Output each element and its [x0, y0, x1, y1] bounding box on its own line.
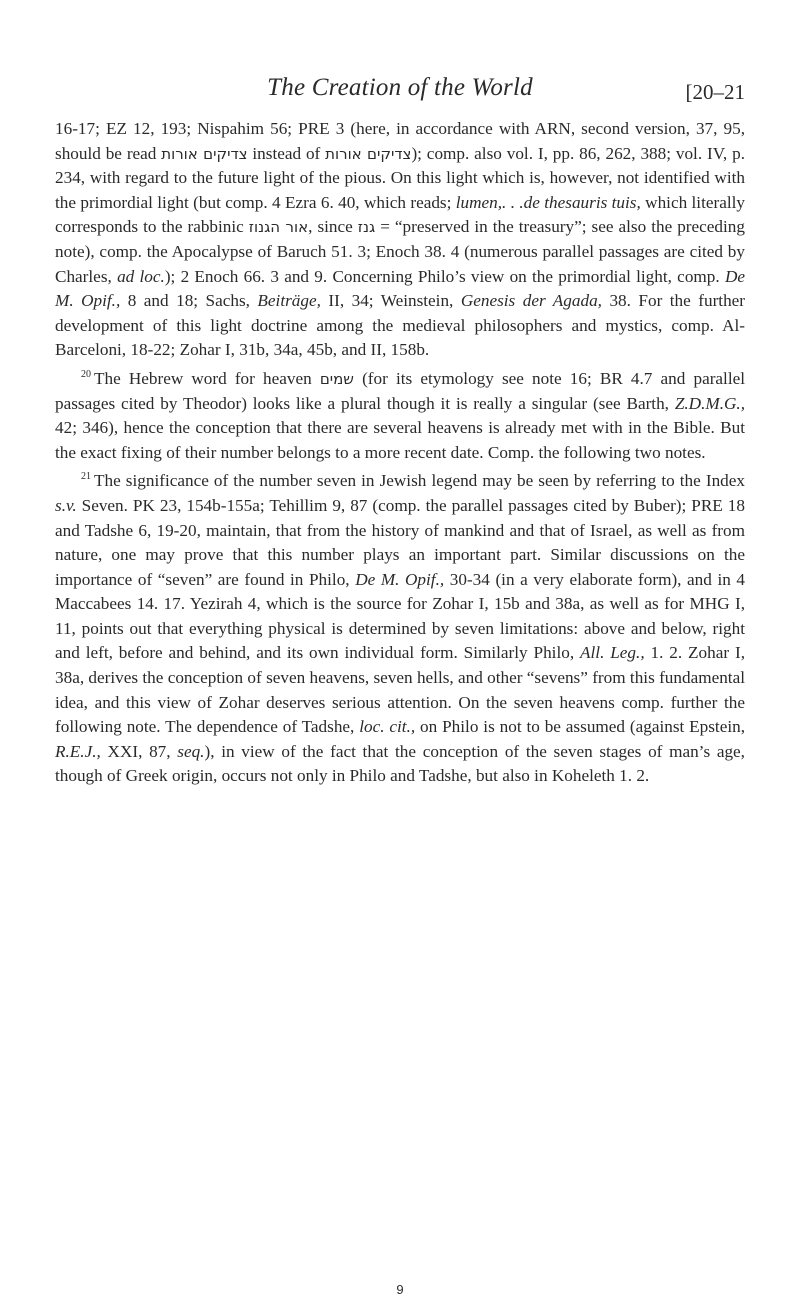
page-number: 9	[396, 1282, 404, 1297]
hebrew-term: שמים	[319, 369, 354, 388]
text-run: The Hebrew word for heaven	[94, 368, 320, 388]
italic-citation: seq.	[177, 741, 205, 761]
text-run: ); 2 Enoch 66. 3 and 9. Concerning Philo’s view on the primordial light, comp.	[164, 266, 725, 286]
text-run: 42; 346), hence the conception that there are several heavens is already met with in the Bible. But the exact fixing of their number belongs to a more recent date. Comp. the following two notes.	[55, 418, 745, 462]
hebrew-term: צדיקים אורות	[161, 144, 248, 163]
text-run: on Philo is not to be assumed (against Epstein,	[415, 717, 746, 737]
italic-citation: ad loc.	[117, 266, 165, 286]
italic-citation: All. Leg.,	[580, 643, 645, 663]
text-run: ), in view of the fact that the conception of the seven stages of man’s age, though of Greek origin, occurs not only in Philo and Tadshe, but also in Koheleth 1. 2.	[55, 741, 745, 786]
hebrew-term: גנז	[357, 218, 376, 237]
note-19-continuation	[55, 117, 745, 363]
notes-body	[55, 117, 745, 789]
text-run: 8 and 18; Sachs,	[120, 291, 258, 311]
text-run: 1. 2. Zohar I, 38a, derives the conception of seven heavens, seven hells, and other “sevens” from this fundamental idea, and this view of Zohar deserves serious attention. On the seven heavens comp. further the following note. The dependence of Tadshe,	[55, 643, 745, 737]
italic-citation: Genesis der Agada,	[460, 291, 602, 311]
running-header	[55, 74, 745, 114]
text-run: Seven. PK 23, 154b-155a; Tehillim 9, 87 (comp. the parallel passages cited by Buber); PRE 18 and Tadshe 6, 19-20, maintain, that from the history of mankind and that of Israel, as well as from nature, one may prove that this number plays an important part. Similar discussions on the importance of “seven” are found in Philo,	[55, 495, 745, 589]
italic-citation: Z.D.M.G.,	[674, 393, 745, 413]
italic-citation: s.v.	[55, 495, 77, 515]
text-run: 38. For the further development of this light doctrine among the medieval philosophers and mystics, comp. Al-Barceloni, 18-22; Zohar I, 31b, 34a, 45b, and II, 158b.	[55, 291, 746, 360]
text-run: XXI, 87,	[100, 741, 178, 761]
text-run: 16-17; EZ 12, 193; Nispahim 56; PRE 3 (here, in accordance with ARN, second version, 37, 95, should be read	[55, 119, 745, 163]
text-run: (for its etymology see note 16; BR 4.7 and parallel passages cited by Theodor) looks like a plural though it is really a singular (see Barth,	[55, 368, 746, 413]
italic-citation: R.E.J.,	[55, 741, 101, 761]
hebrew-term: אור הגנוז	[248, 218, 309, 237]
text-run: The significance of the number seven in Jewish legend may be seen by referring to the Index	[94, 471, 745, 491]
text-run: ); comp. also vol. I, pp. 86, 262, 388; vol. IV, p. 234, with regard to the future light of the pious. On this light which is, however, not identified with the primordial light (but comp. 4 Ezra 6. 40, which reads;	[55, 143, 745, 212]
note-number: 20	[81, 368, 91, 380]
italic-citation: Beiträge,	[257, 291, 321, 311]
text-run: which literally corresponds to the rabbinic	[55, 192, 745, 237]
text-run: , since	[308, 217, 358, 237]
italic-citation: De M. Opif.,	[355, 569, 445, 589]
text-run: = “preserved in the treasury”; see also the preceding note), comp. the Apocalypse of Baruch 51. 3; Enoch 38. 4 (numerous parallel passages are cited by Charles,	[55, 217, 745, 286]
italic-citation: lumen,. . .de thesauris tuis,	[455, 192, 641, 212]
page-range: [20–21	[685, 80, 745, 104]
running-title: The Creation of the World	[267, 74, 533, 101]
text-run: instead of	[247, 143, 326, 163]
note-21	[55, 465, 745, 789]
hebrew-term: צדיקים אורות	[325, 144, 412, 163]
text-run: 30-34 (in a very elaborate form), and in 4 Maccabees 14. 17. Yezirah 4, which is the source for Zohar I, 15b and 38a, as well as for MHG I, 11, points out that everything physical is determined by seven limitations: above and below, right and left, before and behind, and its own individual form. Similarly Philo,	[55, 569, 746, 663]
note-20	[55, 363, 745, 465]
italic-citation: De M. Opif.,	[55, 266, 745, 311]
italic-citation: loc. cit.,	[359, 717, 416, 737]
note-number: 21	[81, 471, 91, 483]
text-run: II, 34; Weinstein,	[320, 291, 461, 311]
